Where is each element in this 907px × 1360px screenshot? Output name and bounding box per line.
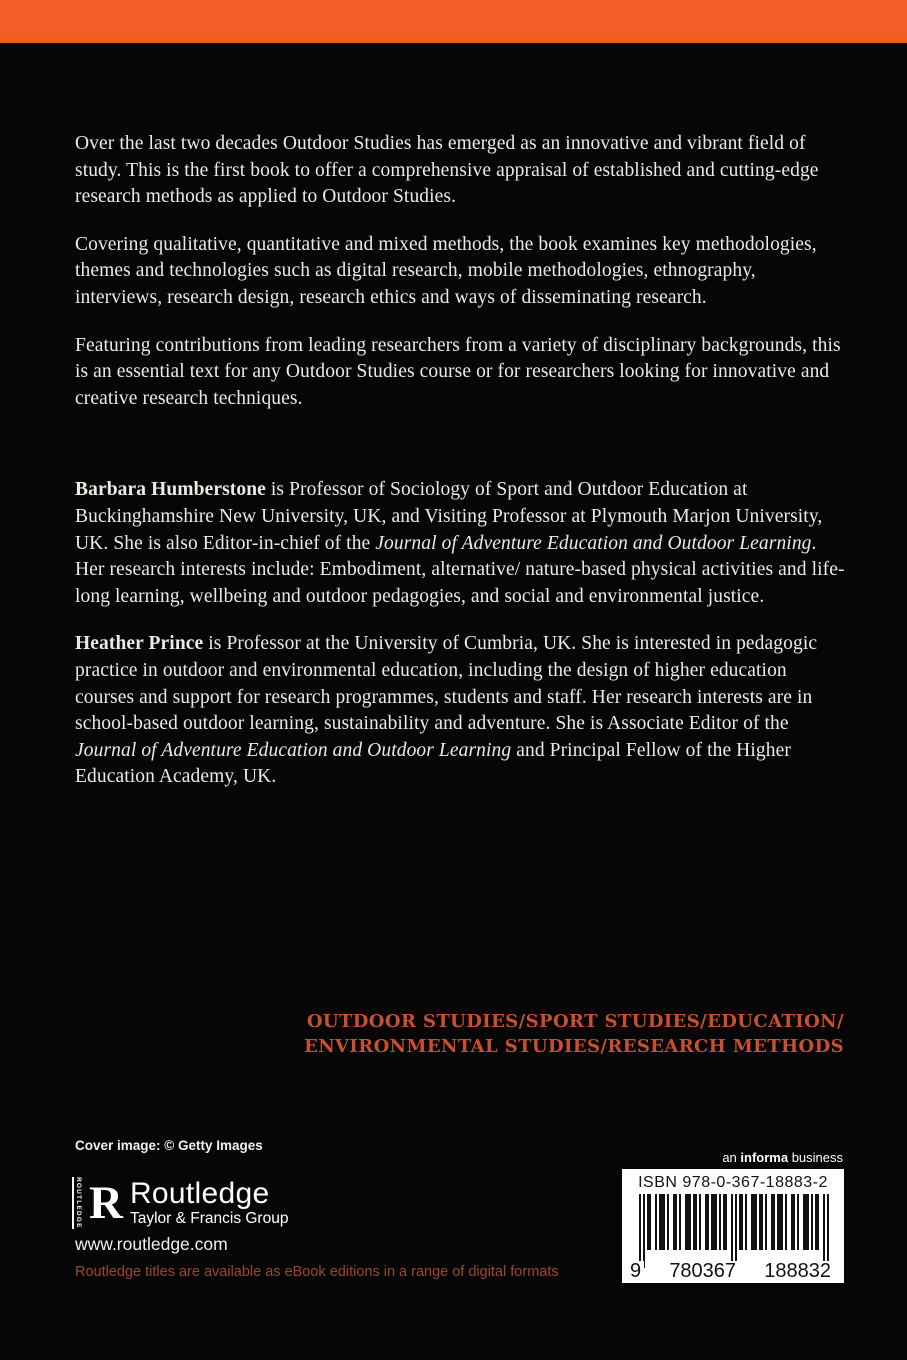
bio-text: and Principal Fellow of the Higher Education Academy, UK.: [75, 739, 791, 788]
routledge-logo-text: [130, 1178, 289, 1228]
publisher-website: www.routledge.com: [75, 1234, 228, 1254]
publisher-name: Routledge: [129, 1177, 270, 1210]
blurb-paragraph-3: Featuring contributions from leading researchers from a variety of disciplinary backgrounds, this is an essential text for any Outdoor Studies course or for researchers looking for innovative and creative research techniques.: [75, 334, 841, 409]
routledge-vertical-text: ROUTLEDGE: [72, 1177, 82, 1229]
author-name: Heather Prince: [75, 633, 204, 655]
barcode-digit-group: 9: [627, 1261, 644, 1281]
top-orange-band: [0, 0, 907, 43]
bio-text: . Her research interests include: Embodiment, alternative/ nature-based physical activities and life-long learning, wellbeing and outdoor pedagogies, and social and environmental justice.: [75, 532, 845, 607]
informa-prefix: an: [722, 1150, 741, 1165]
journal-title: Journal of Adventure Education and Outdoor Learning: [75, 739, 512, 761]
bio-text: is Professor at the University of Cumbria, UK. She is interested in pedagogic practice in outdoor and environmental education, including the design of higher education courses and support for research programmes, students and staff. Her research interests are in school-based outdoor learning, sustainability and adventure. She is Associate Editor of the: [75, 633, 818, 735]
isbn-label: ISBN 978-0-367-18883-2: [638, 1174, 828, 1191]
cover-image-credit: Cover image: © Getty Images: [75, 1138, 263, 1153]
author-bio-prince: [75, 631, 845, 791]
subject-categories: [304, 1010, 844, 1059]
subject-categories-line2: ENVIRONMENTAL STUDIES/RESEARCH METHODS: [304, 1035, 844, 1057]
barcode-digit-group: 188832: [761, 1261, 834, 1281]
barcode-digit-group: 780367: [666, 1261, 739, 1281]
journal-title: Journal of Adventure Education and Outdoor Learning: [375, 532, 812, 554]
blurb-paragraph-1: Over the last two decades Outdoor Studies has emerged as an innovative and vibrant field of study. This is the first book to offer a comprehensive appraisal of established and cutting-edge research methods as applied to Outdoor Studies.: [75, 133, 819, 208]
routledge-logo: [72, 1177, 288, 1229]
back-cover-text: [75, 131, 845, 812]
publisher-group: Taylor & Francis Group: [129, 1210, 289, 1227]
blurb-paragraph-2: Covering qualitative, quantitative and mixed methods, the book examines key methodologies, themes and technologies such as digital research, mobile methodologies, ethnography, interviews, research design, research ethics and ways of disseminating research.: [75, 233, 817, 308]
author-name: Barbara Humberstone: [75, 479, 266, 501]
informa-brand: informa: [740, 1150, 789, 1165]
author-bio-humberstone: [75, 477, 845, 610]
barcode-bars-icon: [631, 1194, 835, 1268]
ebook-availability-note: Routledge titles are available as eBook editions in a range of digital formats: [75, 1264, 559, 1280]
routledge-r-mark-icon: R: [89, 1177, 123, 1229]
informa-business-line: [722, 1150, 843, 1165]
informa-suffix: business: [788, 1150, 843, 1165]
barcode-digits: [627, 1261, 834, 1281]
bio-text: is Professor of Sociology of Sport and Outdoor Education at Buckinghamshire New University, UK, and Visiting Professor at Plymouth Marjon University, UK. She is also Editor-in-chief of the: [75, 479, 823, 554]
subject-categories-line1: OUTDOOR STUDIES/SPORT STUDIES/EDUCATION/: [306, 1011, 844, 1032]
isbn-barcode: [622, 1169, 844, 1283]
